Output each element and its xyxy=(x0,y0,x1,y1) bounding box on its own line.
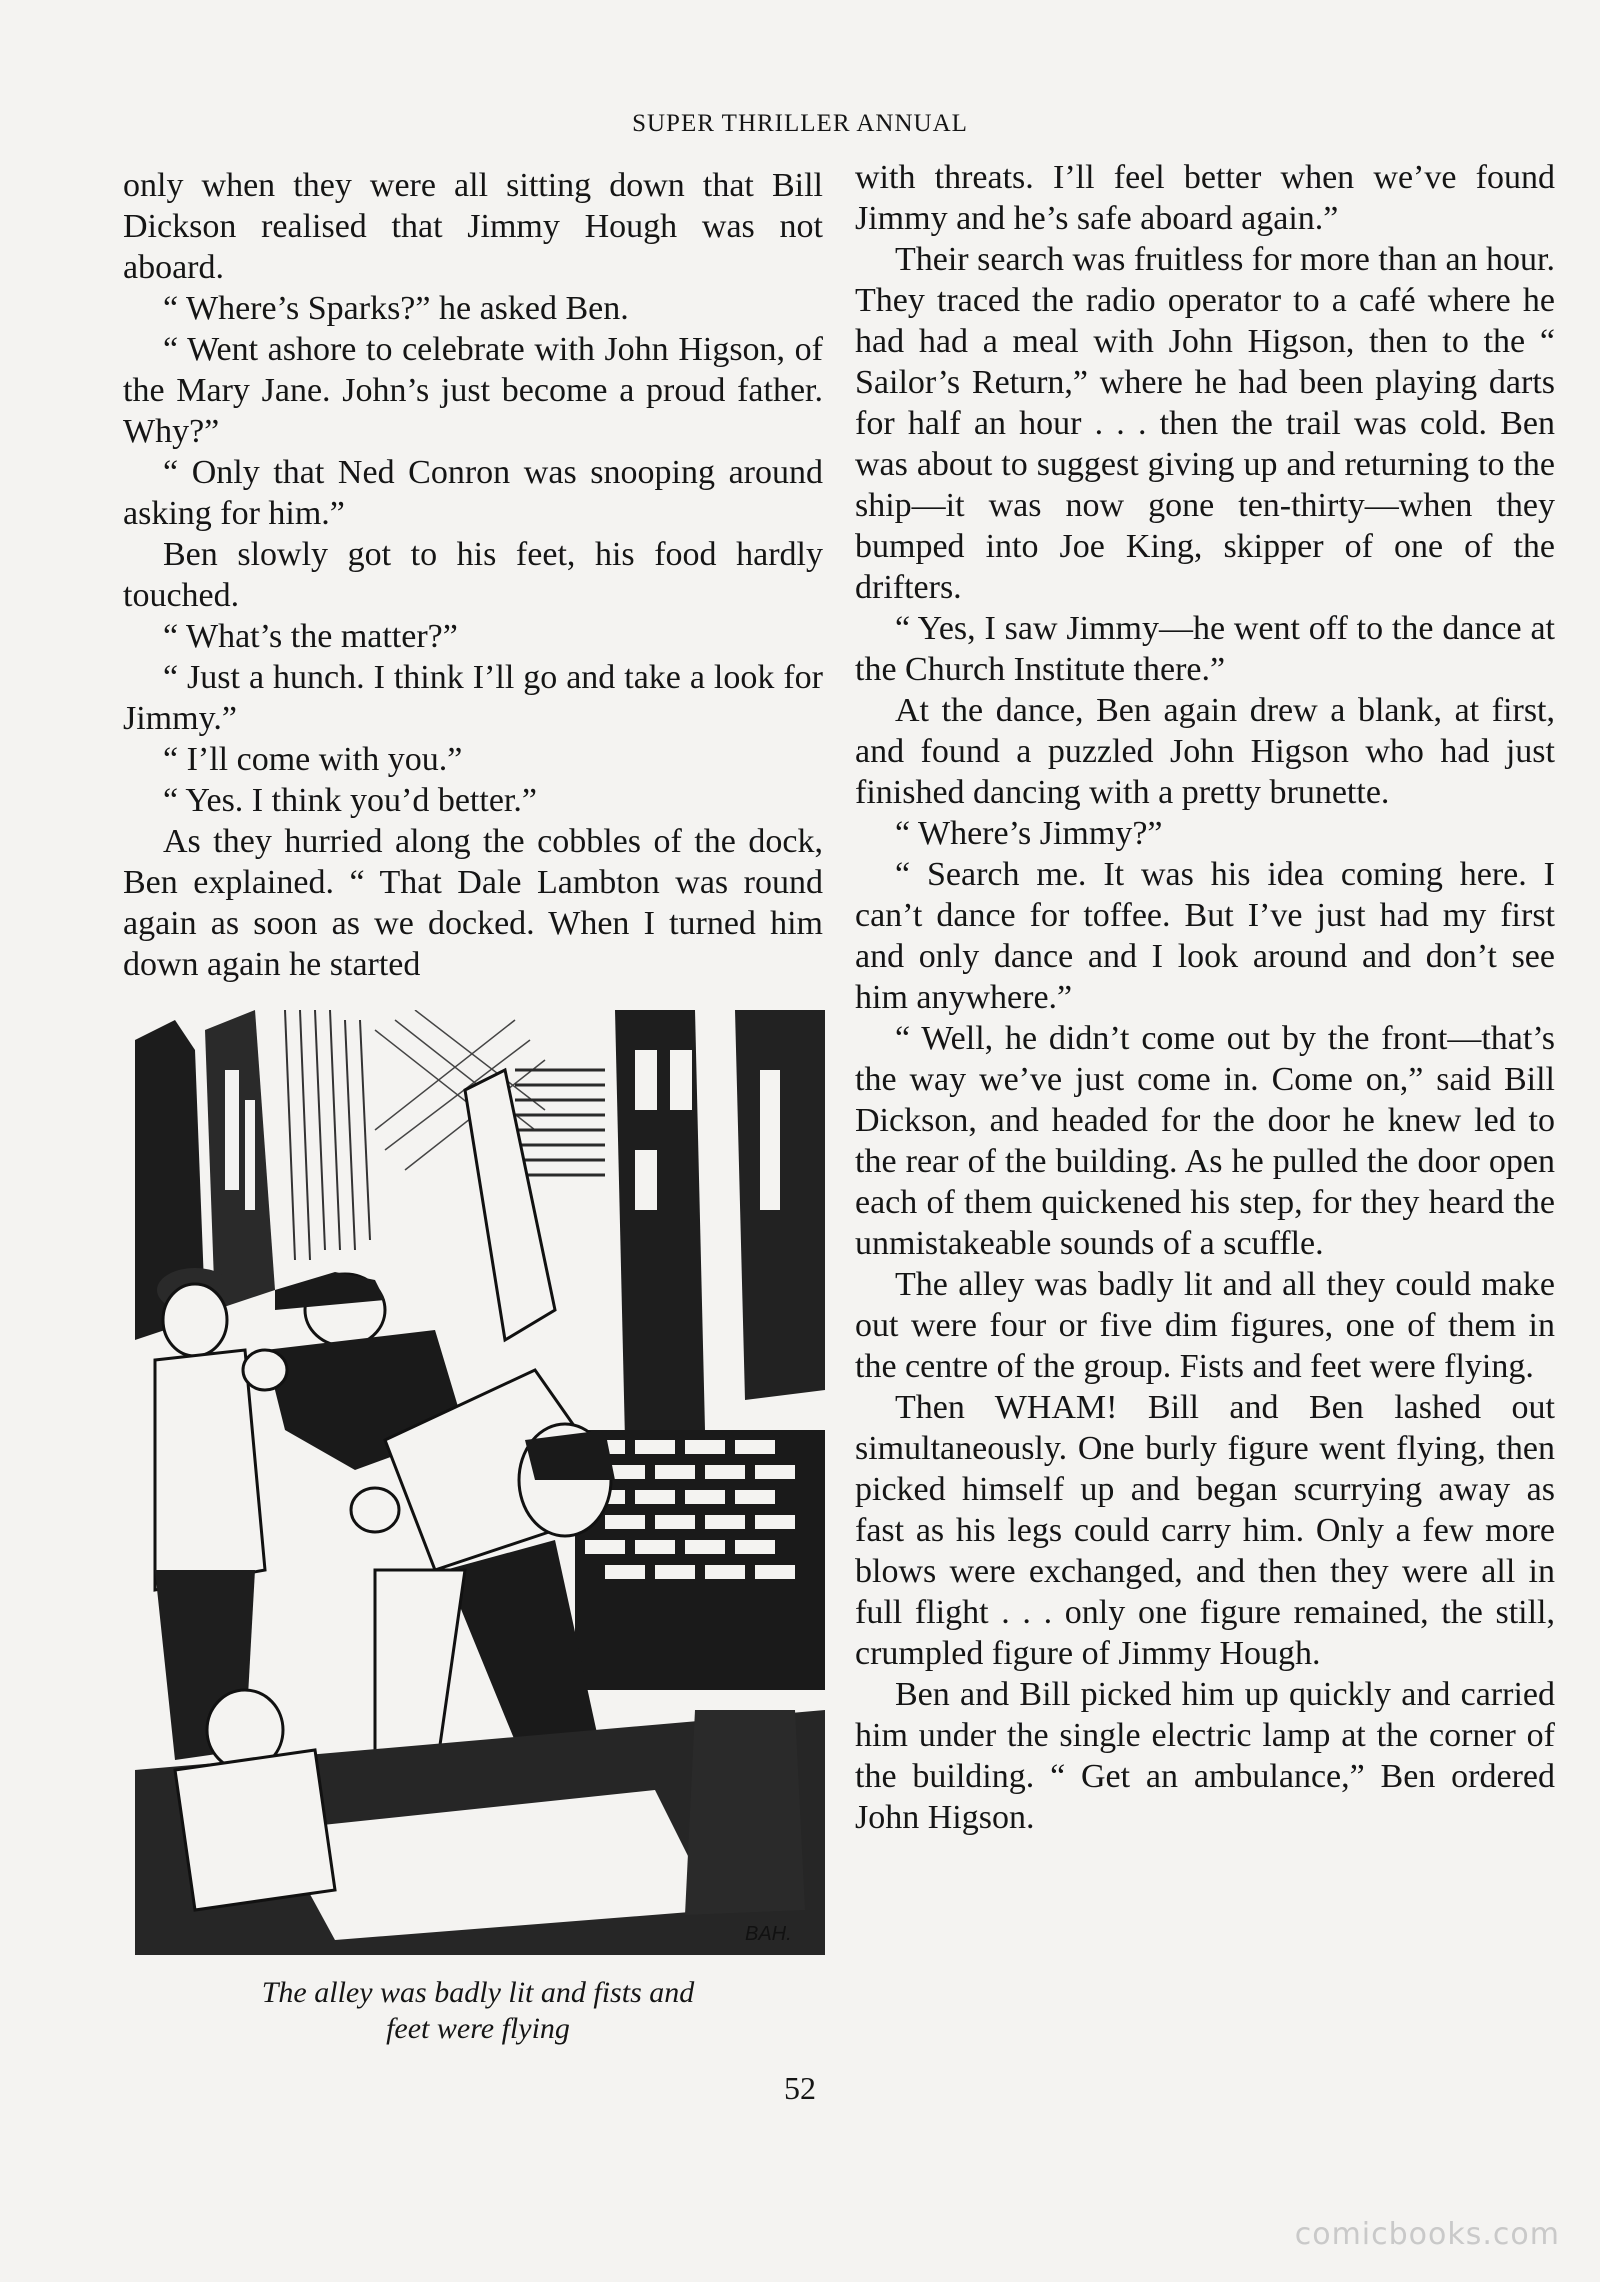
paragraph: “ Yes, I saw Jimmy—he went off to the dance at the Church Institute there.” xyxy=(855,610,1555,688)
paragraph: Then WHAM! Bill and Ben lashed out simultaneously. One burly figure went flying, then picked himself up and began scurrying away as fast as his legs could carry him. Only a few more blows were exchanged, and then they were all in full flight . . . only one figure remained, the still, crumpled figure of Jimmy Hough. xyxy=(855,1389,1555,1672)
paragraph: “ Only that Ned Conron was snooping around asking for him.” xyxy=(123,454,823,532)
paragraph: The alley was badly lit and all they could make out were four or five dim figures, one of them in the centre of the group. Fists and feet were flying. xyxy=(855,1266,1555,1385)
paragraph: “ Went ashore to celebrate with John Higson, of the Mary Jane. John’s just become a proud father. Why?” xyxy=(123,331,823,450)
illustration-drawing xyxy=(135,1010,825,1955)
paragraph: with threats. I’ll feel better when we’ve found Jimmy and he’s safe aboard again.” xyxy=(855,159,1555,237)
paragraph: At the dance, Ben again drew a blank, at first, and found a puzzled John Higson who had just finished dancing with a pretty brunette. xyxy=(855,692,1555,811)
caption-line: feet were flying xyxy=(386,2012,570,2045)
paragraph: “ I’ll come with you.” xyxy=(163,741,463,778)
paragraph: “ Well, he didn’t come out by the front—that’s the way we’ve just come in. Come on,” said Bill Dickson, and headed for the door he knew led to the rear of the building. As he pulled the door open each of them quickened his step, for they heard the unmistakeable sounds of a scuffle. xyxy=(855,1020,1555,1262)
running-title: SUPER THRILLER ANNUAL xyxy=(632,110,968,137)
paragraph: “ Just a hunch. I think I’ll go and take a look for Jimmy.” xyxy=(123,659,823,737)
paragraph: “ Where’s Sparks?” he asked Ben. xyxy=(163,290,629,327)
paragraph: Ben and Bill picked him up quickly and carried him under the single electric lamp at the corner of the building. “ Get an ambulance,” Ben ordered John Higson. xyxy=(855,1676,1555,1836)
paragraph: “ Search me. It was his idea coming here. I can’t dance for toffee. But I’ve just had my first and only dance and I look around and don’t see him anywhere.” xyxy=(855,856,1555,1016)
paragraph: “ Where’s Jimmy?” xyxy=(895,815,1163,852)
paragraph: As they hurried along the cobbles of the dock, Ben explained. “ That Dale Lambton was round again as soon as we docked. When I turned him down again he started xyxy=(123,823,823,983)
right-text-column xyxy=(855,157,1555,1838)
page-number: 52 xyxy=(784,2070,816,2106)
paragraph: Their search was fruitless for more than an hour. They traced the radio operator to a café where he had had a meal with John Higson, then to the “ Sailor’s Return,” where he had been playing darts for half an hour . . . then the trail was cold. Ben was about to suggest giving up and returning to the ship—it was now gone ten-thirty—when they bumped into Joe King, skipper of one of the drifters. xyxy=(855,241,1555,606)
alley-fight-illustration xyxy=(135,1010,825,2055)
paragraph: “ Yes. I think you’d better.” xyxy=(163,782,537,819)
paragraph: “ What’s the matter?” xyxy=(163,618,458,655)
illustration-caption xyxy=(123,1975,833,2047)
caption-line: The alley was badly lit and fists and xyxy=(261,1976,695,2009)
left-text-column xyxy=(123,165,823,985)
artist-signature: BAH. xyxy=(745,1923,792,1945)
paragraph: Ben slowly got to his feet, his food hardly touched. xyxy=(123,536,823,614)
paragraph: only when they were all sitting down that Bill Dickson realised that Jimmy Hough was not aboard. xyxy=(123,167,823,286)
watermark: comicbooks.com xyxy=(1294,2217,1560,2252)
